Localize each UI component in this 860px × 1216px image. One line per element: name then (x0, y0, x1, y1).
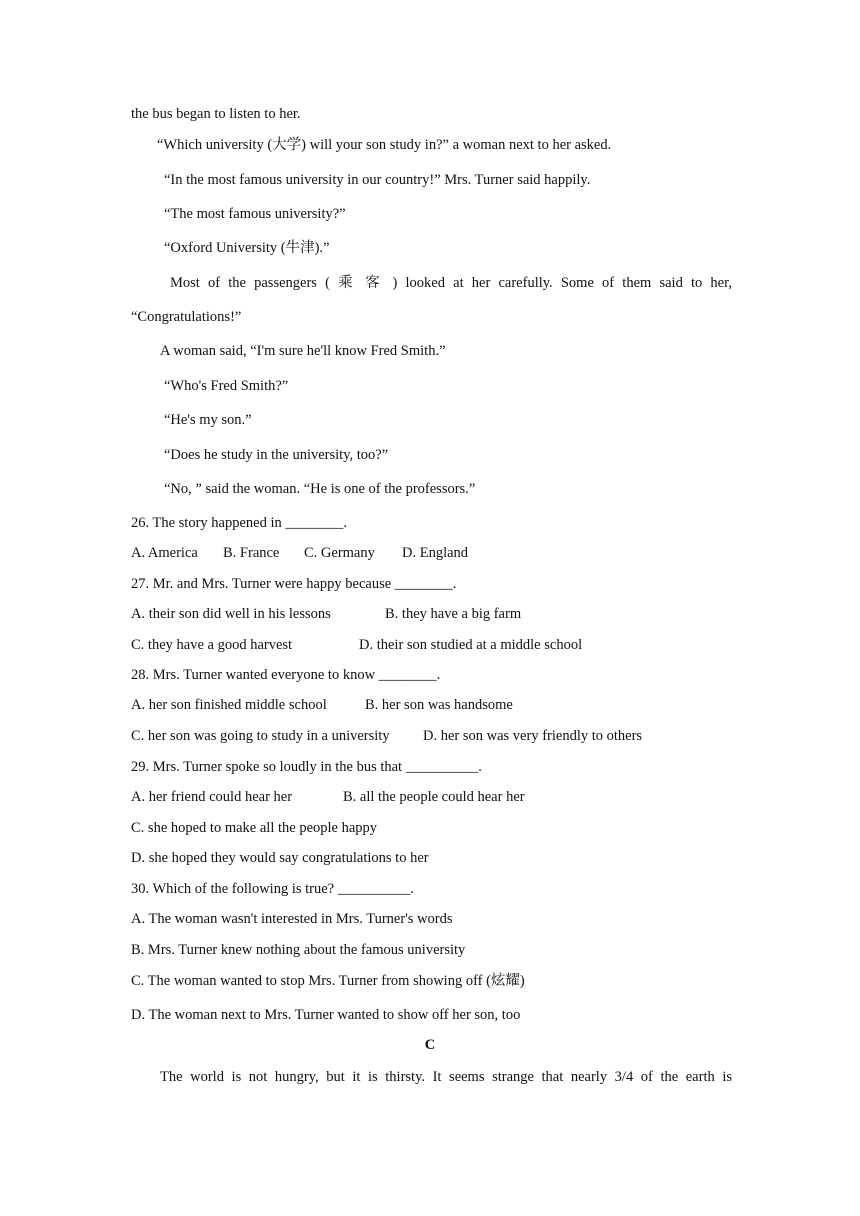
story-line: “Does he study in the university, too?” (164, 447, 389, 463)
story-line: “In the most famous university in our country!” Mrs. Turner said happily. (164, 172, 591, 188)
option-row (131, 638, 582, 653)
story-line: “Who's Fred Smith?” (164, 378, 289, 394)
option: D. her son was very friendly to others (423, 728, 643, 744)
question-stem: 30. Which of the following is true? __________. (131, 881, 414, 897)
story-line: “He's my son.” (164, 412, 252, 428)
option: C. Germany (304, 545, 375, 561)
option: B. France (223, 545, 280, 561)
story-line: A woman said, “I'm sure he'll know Fred Smith.” (160, 343, 446, 359)
option: D. she hoped they would say congratulations to her (131, 850, 429, 866)
story-line: “Congratulations!” (131, 309, 242, 325)
option: C. they have a good harvest (131, 637, 293, 653)
story-line: the bus began to listen to her. (131, 106, 301, 122)
option-row (131, 607, 521, 622)
option: B. her son was handsome (365, 697, 513, 713)
question-stem: 26. The story happened in ________. (131, 515, 347, 531)
option: A. their son did well in his lessons (131, 606, 331, 622)
option: B. they have a big farm (385, 606, 522, 622)
question-stem: 27. Mr. and Mrs. Turner were happy because ________. (131, 576, 457, 592)
section-heading: C (424, 1037, 436, 1053)
story-line: “Oxford University (牛津).” (164, 240, 330, 256)
story-line: Most of the passengers ( 乘 客 ) looked at her carefully. Some of them said to her, (170, 275, 732, 291)
story-line: “No, ” said the woman. “He is one of the professors.” (164, 481, 476, 497)
question-stem: 28. Mrs. Turner wanted everyone to know ________. (131, 667, 441, 683)
option: B. all the people could hear her (343, 789, 525, 805)
option: C. she hoped to make all the people happy (131, 820, 378, 836)
option: C. her son was going to study in a university (131, 728, 390, 744)
option: C. The woman wanted to stop Mrs. Turner from showing off (炫耀) (131, 973, 525, 989)
option: D. their son studied at a middle school (359, 637, 583, 653)
option: D. England (402, 545, 469, 561)
question-stem: 29. Mrs. Turner spoke so loudly in the bus that __________. (131, 759, 482, 775)
option: B. Mrs. Turner knew nothing about the famous university (131, 942, 466, 958)
option: D. The woman next to Mrs. Turner wanted to show off her son, too (131, 1007, 521, 1023)
option: A. her friend could hear her (131, 789, 293, 805)
option-row (131, 790, 525, 805)
option: A. her son finished middle school (131, 697, 327, 713)
paragraph-line: The world is not hungry, but it is thirsty. It seems strange that nearly 3/4 of the earth is (160, 1069, 732, 1085)
option: A. The woman wasn't interested in Mrs. Turner's words (131, 911, 453, 927)
story-line: “The most famous university?” (164, 206, 346, 222)
option-row (131, 698, 513, 713)
story-line: “Which university (大学) will your son study in?” a woman next to her asked. (157, 137, 612, 153)
option: A. America (131, 545, 198, 561)
option-row (131, 546, 468, 561)
option-row (131, 729, 642, 744)
